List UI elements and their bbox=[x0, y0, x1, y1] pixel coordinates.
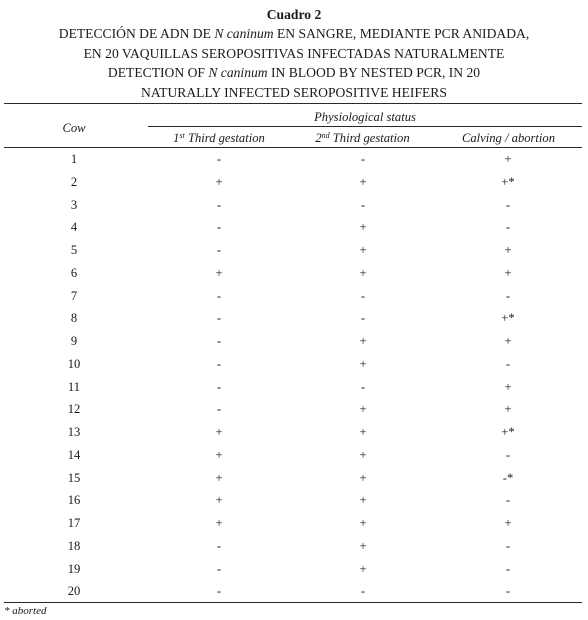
second-third-result-cell: + bbox=[359, 356, 367, 371]
cow-number-cell: 5 bbox=[70, 243, 78, 257]
calving-result-cell: + bbox=[504, 379, 512, 394]
second-third-result-cell: + bbox=[359, 174, 367, 189]
first-third-result-cell: + bbox=[215, 493, 223, 508]
cow-number-cell: 17 bbox=[67, 516, 81, 530]
first-third-result-cell: - bbox=[216, 402, 222, 417]
first-third-result-cell: - bbox=[216, 356, 222, 371]
cow-number-cell: 13 bbox=[67, 425, 81, 439]
column-header-first-third: 1st Third gestation bbox=[173, 131, 265, 145]
calving-result-cell: + bbox=[504, 334, 512, 348]
species-name: N caninum bbox=[214, 26, 274, 42]
cow-number-cell: 16 bbox=[67, 493, 81, 508]
cow-number-cell: 20 bbox=[67, 584, 81, 599]
second-third-result-cell: + bbox=[359, 334, 367, 348]
cow-number-cell: 19 bbox=[67, 561, 81, 576]
first-third-result-cell: - bbox=[216, 243, 222, 257]
caption-english-line-2: NATURALLY INFECTED SEROPOSITIVE HEIFERS bbox=[141, 84, 447, 100]
cow-number-cell: 1 bbox=[70, 152, 78, 166]
footnote: * aborted bbox=[4, 605, 47, 617]
second-third-result-cell: + bbox=[359, 425, 367, 439]
first-third-result-cell: + bbox=[215, 174, 223, 189]
first-third-result-cell: - bbox=[216, 379, 222, 394]
second-third-result-cell: + bbox=[359, 516, 367, 530]
second-third-result-cell: + bbox=[359, 265, 367, 280]
first-third-result-cell: - bbox=[216, 334, 222, 348]
cow-number-cell: 8 bbox=[70, 311, 78, 326]
second-third-result-cell: - bbox=[360, 584, 366, 599]
second-third-result-cell: + bbox=[359, 402, 367, 417]
species-name: N caninum bbox=[208, 65, 268, 81]
second-third-result-cell: - bbox=[360, 288, 366, 303]
caption-spanish-line-2: EN 20 VAQUILLAS SEROPOSITIVAS INFECTADAS NATURALMENTE bbox=[83, 45, 505, 61]
cow-number-cell: 2 bbox=[70, 174, 78, 189]
cow-number-cell: 4 bbox=[70, 220, 78, 235]
second-third-result-cell: - bbox=[360, 197, 366, 212]
calving-result-cell: +* bbox=[501, 311, 515, 326]
calving-result-cell: + bbox=[504, 152, 512, 166]
first-third-result-cell: + bbox=[215, 425, 223, 439]
calving-result-cell: +* bbox=[501, 174, 515, 189]
second-third-result-cell: + bbox=[359, 493, 367, 508]
first-third-result-cell: - bbox=[216, 220, 222, 235]
bottom-rule bbox=[4, 602, 582, 603]
column-header-calving-abortion: Calving / abortion bbox=[461, 131, 556, 145]
calving-result-cell: - bbox=[505, 356, 511, 371]
cow-number-cell: 18 bbox=[67, 538, 81, 553]
first-third-result-cell: - bbox=[216, 311, 222, 326]
second-third-result-cell: + bbox=[359, 220, 367, 235]
caption-english-line-1: DETECTION OF N caninum IN BLOOD BY NESTED PCR, IN 20 bbox=[107, 65, 481, 81]
calving-result-cell: - bbox=[505, 584, 511, 599]
first-third-result-cell: - bbox=[216, 584, 222, 599]
cow-column-header: Cow bbox=[62, 121, 86, 135]
calving-result-cell: - bbox=[505, 220, 511, 235]
calving-result-cell: - bbox=[505, 447, 511, 462]
calving-result-cell: + bbox=[504, 402, 512, 417]
second-third-result-cell: - bbox=[360, 311, 366, 326]
table-caption bbox=[0, 5, 588, 102]
second-third-result-cell: + bbox=[359, 447, 367, 462]
first-third-result-cell: + bbox=[215, 265, 223, 280]
cow-number-cell: 10 bbox=[67, 356, 81, 371]
table-label: Cuadro 2 bbox=[266, 7, 322, 22]
calving-result-cell: - bbox=[505, 288, 511, 303]
header-bottom-rule bbox=[4, 147, 582, 148]
second-third-result-cell: + bbox=[359, 243, 367, 257]
calving-result-cell: + bbox=[504, 265, 512, 280]
second-third-result-cell: + bbox=[359, 470, 367, 485]
first-third-result-cell: - bbox=[216, 197, 222, 212]
first-third-result-cell: - bbox=[216, 152, 222, 166]
first-third-result-cell: + bbox=[215, 470, 223, 485]
cow-number-cell: 9 bbox=[70, 334, 78, 348]
cow-number-cell: 3 bbox=[70, 197, 78, 212]
calving-result-cell: - bbox=[505, 538, 511, 553]
first-third-result-cell: - bbox=[216, 288, 222, 303]
group-header-rule bbox=[148, 126, 582, 127]
first-third-result-cell: + bbox=[215, 516, 223, 530]
cow-number-cell: 12 bbox=[67, 402, 81, 417]
second-third-result-cell: - bbox=[360, 152, 366, 166]
first-third-result-cell: - bbox=[216, 538, 222, 553]
second-third-result-cell: + bbox=[359, 561, 367, 576]
cow-number-cell: 7 bbox=[70, 288, 78, 303]
physiological-status-header: Physiological status bbox=[314, 110, 416, 124]
calving-result-cell: + bbox=[504, 516, 512, 530]
first-third-result-cell: - bbox=[216, 561, 222, 576]
cow-number-cell: 6 bbox=[70, 265, 78, 280]
cow-number-cell: 15 bbox=[67, 470, 81, 485]
calving-result-cell: - bbox=[505, 493, 511, 508]
top-rule bbox=[4, 103, 582, 104]
cow-number-cell: 14 bbox=[67, 447, 81, 462]
calving-result-cell: +* bbox=[501, 425, 515, 439]
caption-spanish-line-1: DETECCIÓN DE ADN DE N caninum EN SANGRE, MEDIANTE PCR ANIDADA, bbox=[58, 26, 530, 42]
column-header-second-third: 2nd Third gestation bbox=[315, 131, 410, 145]
calving-result-cell: + bbox=[504, 243, 512, 257]
calving-result-cell: - bbox=[505, 197, 511, 212]
cow-number-cell: 11 bbox=[67, 379, 81, 394]
calving-result-cell: - bbox=[505, 561, 511, 576]
second-third-result-cell: + bbox=[359, 538, 367, 553]
calving-result-cell: -* bbox=[502, 470, 514, 485]
first-third-result-cell: + bbox=[215, 447, 223, 462]
second-third-result-cell: - bbox=[360, 379, 366, 394]
